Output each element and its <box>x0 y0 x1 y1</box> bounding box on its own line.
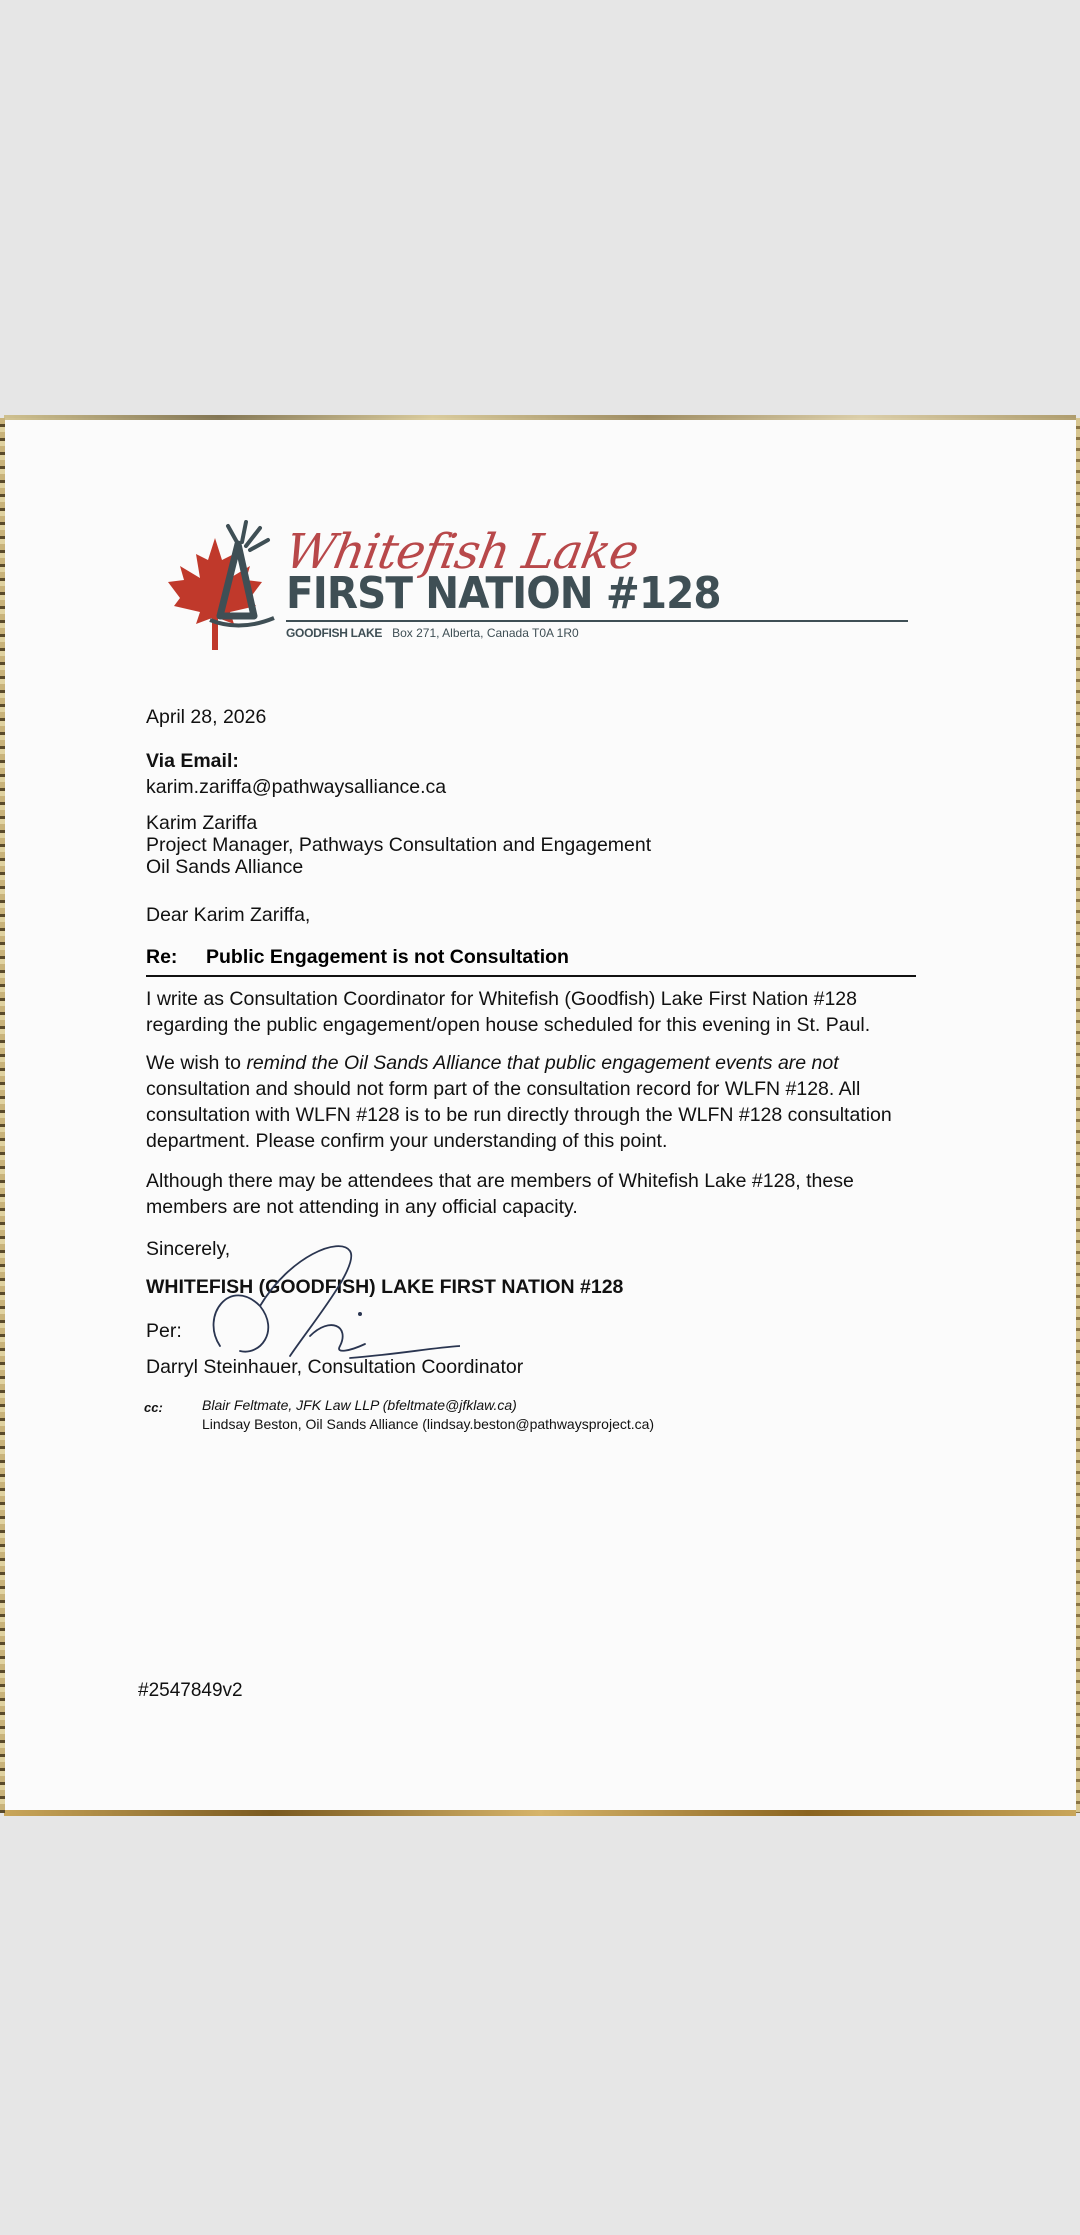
subject-line <box>146 946 916 977</box>
subject-rule <box>146 975 916 977</box>
recipient-title: Project Manager, Pathways Consultation and Engagement <box>146 834 652 856</box>
letterhead-rule <box>286 620 908 622</box>
page-edge-left <box>0 418 5 1813</box>
page-edge-bottom <box>4 1810 1076 1816</box>
cc-item: Lindsay Beston, Oil Sands Alliance (lindsay.beston@pathwaysproject.ca) <box>202 1416 655 1432</box>
paragraph-2-end: consultation and should not form part of the consultation record for WLFN #128. All consultation with WLFN #128 is to be run directly through the WLFN #128 consultation department. Please confirm your understanding of this point. <box>146 1078 892 1152</box>
document-id: #2547849v2 <box>138 1680 243 1701</box>
letterhead-address-line <box>286 626 579 640</box>
recipient-name: Karim Zariffa <box>146 812 258 834</box>
letterhead-name: FIRST NATION #128 <box>286 568 721 619</box>
cc-label: cc: <box>144 1400 163 1415</box>
maple-leaf-logo-icon <box>150 520 280 660</box>
via-email-label: Via Email: <box>146 750 239 772</box>
subject-text: Public Engagement is not Consultation <box>206 946 569 968</box>
page-edge-right <box>1076 418 1080 1813</box>
recipient-email: karim.zariffa@pathwaysalliance.ca <box>146 776 447 798</box>
subject-label: Re: <box>146 946 178 968</box>
signature-organization: WHITEFISH (GOODFISH) LAKE FIRST NATION #128 <box>146 1276 624 1298</box>
salutation: Dear Karim Zariffa, <box>146 904 311 926</box>
cc-item: Blair Feltmate, JFK Law LLP (bfeltmate@jfklaw.ca) <box>202 1397 517 1413</box>
per-label: Per: <box>146 1320 182 1342</box>
letter-date: April 28, 2026 <box>146 706 267 728</box>
paragraph-2-start: We wish to <box>146 1052 247 1074</box>
letter-page <box>4 418 1076 1813</box>
letterhead <box>150 520 910 680</box>
recipient-org: Oil Sands Alliance <box>146 856 304 878</box>
closing: Sincerely, <box>146 1238 231 1260</box>
paragraph-2 <box>146 1050 916 1154</box>
letterhead-address: Box 271, Alberta, Canada T0A 1R0 <box>392 626 579 640</box>
paragraph-3: Although there may be attendees that are members of Whitefish Lake #128, these members are not attending in any official capacity. <box>146 1170 854 1218</box>
letterhead-script-name: Whitefish Lake <box>281 524 643 580</box>
page-edge-top <box>4 415 1076 420</box>
signer-name: Darryl Steinhauer, Consultation Coordinator <box>146 1356 524 1378</box>
cc-list <box>202 1396 802 1434</box>
paragraph-1: I write as Consultation Coordinator for Whitefish (Goodfish) Lake First Nation #128 regarding the public engagement/open house scheduled for this evening in St. Paul. <box>146 988 871 1036</box>
letterhead-location: GOODFISH LAKE <box>286 626 383 640</box>
paragraph-2-emphasis: remind the Oil Sands Alliance that public engagement events are not <box>246 1052 839 1074</box>
recipient-block <box>146 812 916 878</box>
